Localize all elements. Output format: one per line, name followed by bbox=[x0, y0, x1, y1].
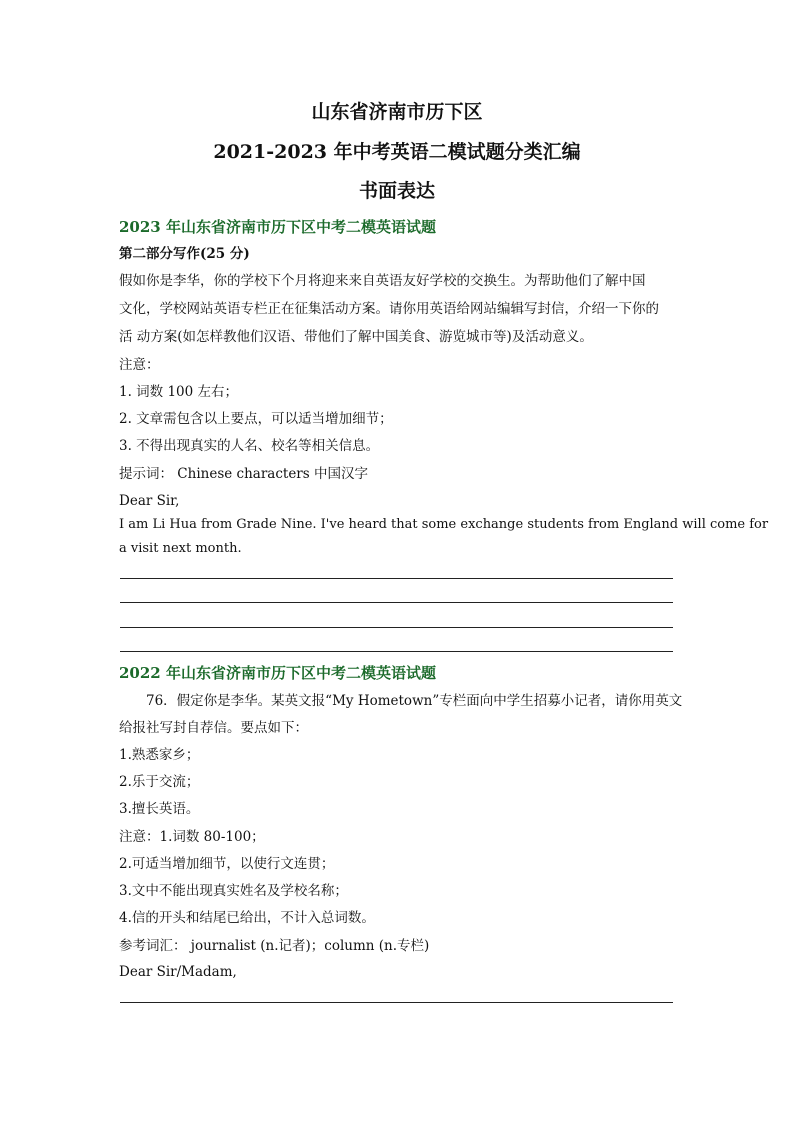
section-2022-note-item: 2.可适当增加细节，以使行文连贯； bbox=[119, 856, 335, 872]
section-2022-vocab: 参考词汇： journalist (n.记者)；column (n.专栏) bbox=[119, 938, 430, 954]
doc-title-region: 山东省济南市历下区 bbox=[311, 101, 483, 123]
section-2023-prompt-line: 活 动方案(如怎样教他们汉语、带他们了解中国美食、游览城市等)及活动意义。 bbox=[119, 329, 593, 345]
answer-line bbox=[120, 651, 673, 652]
section-2023-prompt-line: 假如你是李华，你的学校下个月将迎来来自英语友好学校的交换生。为帮助他们了解中国 bbox=[119, 273, 646, 289]
section-2022-prompt-line: 给报社写封自荐信。要点如下： bbox=[119, 720, 308, 736]
section-2023-hint: 提示词： Chinese characters 中国汉字 bbox=[119, 466, 368, 482]
section-2023-part-label: 第二部分写作(25 分) bbox=[119, 246, 250, 262]
section-2022-note-item: 3.文中不能出现真实姓名及学校名称； bbox=[119, 883, 348, 899]
doc-title-main: 2021-2023 年中考英语二模试题分类汇编 bbox=[213, 141, 581, 163]
answer-line bbox=[120, 627, 673, 628]
section-2023-opening-line: a visit next month. bbox=[119, 541, 242, 556]
section-2022-point-item: 2.乐于交流； bbox=[119, 774, 200, 790]
section-2022-prompt-line: 76．假定你是李华。某英文报“My Hometown”专栏面向中学生招募小记者，请你用英文 bbox=[146, 693, 683, 709]
section-2022-heading: 2022 年山东省济南市历下区中考二模英语试题 bbox=[119, 664, 436, 682]
section-2022-point-item: 1.熟悉家乡； bbox=[119, 747, 200, 763]
section-2023-note-item: 3. 不得出现真实的人名、校名等相关信息。 bbox=[119, 438, 380, 454]
section-2023-prompt-line: 文化，学校网站英语专栏正在征集活动方案。请你用英语给网站编辑写封信，介绍一下你的 bbox=[119, 301, 659, 317]
answer-line bbox=[120, 578, 673, 579]
section-2022-note-item: 注意：1.词数 80-100； bbox=[119, 829, 265, 845]
answer-line bbox=[120, 1002, 673, 1003]
section-2023-note-label: 注意： bbox=[119, 357, 160, 373]
section-2022-salutation: Dear Sir/Madam, bbox=[119, 964, 237, 980]
section-2022-note-item: 4.信的开头和结尾已给出，不计入总词数。 bbox=[119, 910, 375, 926]
section-2023-note-item: 1. 词数 100 左右； bbox=[119, 384, 239, 400]
section-2023-opening-line: I am Li Hua from Grade Nine. I've heard that some exchange students from England will come for bbox=[119, 517, 769, 532]
answer-line bbox=[120, 602, 673, 603]
section-2022-point-item: 3.擅长英语。 bbox=[119, 801, 200, 817]
section-2023-salutation: Dear Sir, bbox=[119, 493, 180, 509]
section-2023-heading: 2023 年山东省济南市历下区中考二模英语试题 bbox=[119, 218, 436, 236]
doc-title-topic: 书面表达 bbox=[358, 180, 435, 202]
section-2023-note-item: 2. 文章需包含以上要点，可以适当增加细节； bbox=[119, 411, 393, 427]
